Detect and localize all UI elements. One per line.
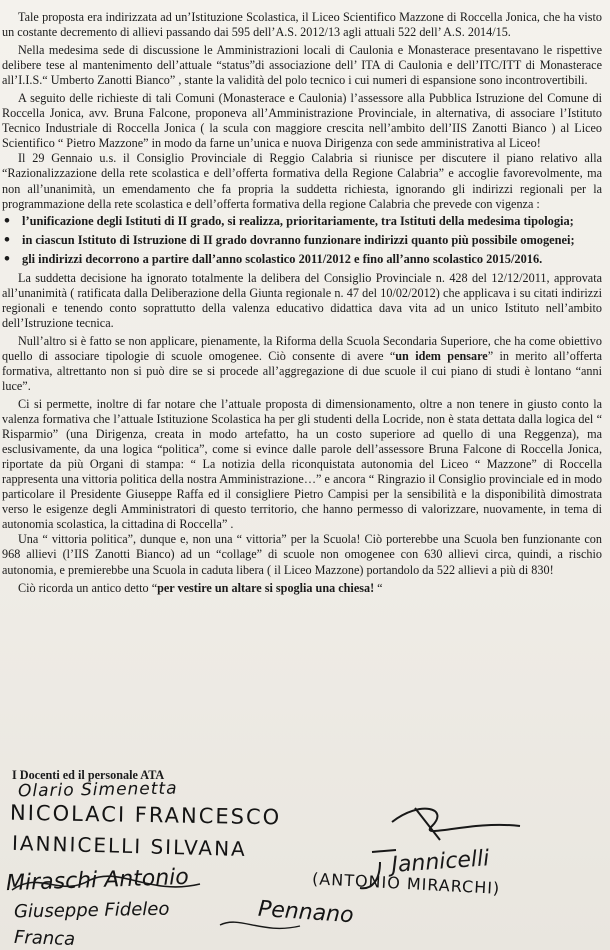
bullet-item: • gli indirizzi decorrono a partire dall’anno scolastico 2011/2012 e fino all’anno scolastico 2015/2016. (2, 252, 602, 267)
handwritten-signature: (ANTONIO MIRARCHI) (311, 869, 501, 898)
bullet-item: • l’unificazione degli Istituti di II grado, si realizza, prioritariamente, tra Istituti della medesima tipologia; (2, 214, 602, 229)
handwritten-signature: IANNICELLI SILVANA (11, 830, 248, 862)
paragraph-5: La suddetta decisione ha ignorato totalmente la delibera del Consiglio Provinciale n. 428 del 12/12/2011, approvata all’unanimità ( ratificata dalla Deliberazione della Giunta regionale n. 47 del 10/02/2012) che applicava i su citati indirizzi regionali e tenendo conto soprattutto della valenza educativo didattica dava vita ad un unico Istituto nell’ambito dell’Istruzione tecnica. (2, 270, 602, 330)
paragraph-9-text-c: “ (374, 580, 383, 595)
paragraph-7: Ci si permette, inoltre di far notare che l’attuale proposta di dimensionamento, oltre a non tenere in giusto conto la valenza formativa che l’attuale Istituzione Scolastica ha per gli studenti della Locride, non è stata dettata dalla logica del “ Risparmio” (una Dirigenza, creata in modo artefatto, ha un costo superiore ad quello di una Reggenza), ma esclusivamente, da una logica “politica”, come si evince dalle parole dell’assessore Bruna Falcone di Roccella Jonica, riportate da più Organi di stampa: “ La notizia della riconquistata autonomia del Liceo “ Mazzone” di Roccella rappresenta una vittoria politica della nostra Amministrazione…” e ancora “ Ringrazio il Consiglio provinciale ed in modo particolare il Presidente Giuseppe Raffa ed il consigliere Pietro Campisi per la sensibilità e la disponibilità dimostrata verso le esigenze degli Amministratori di questo territorio, che hanno permesso di valorizzare, nuovamente, in tema di autonomia scolastica, la cittadina di Roccella” . (2, 396, 602, 532)
handwritten-signature: Pennano (257, 896, 355, 929)
handwritten-signature: Olario Simenetta (17, 778, 178, 802)
paragraph-9-text-a: Ciò ricorda un antico detto “ (18, 580, 158, 595)
signatures-title: I Docenti ed il personale ATA (12, 768, 165, 782)
paragraph-3: A seguito delle richieste di tali Comuni (Monasterace e Caulonia) l’assessore alla Pubblica Istruzione del Comune di Roccella Jonica, avv. Bruna Falcone, proponeva all’Amministrazione Provinciale, in alternativa, di associare l’Istituto Tecnico Industriale di Roccella Jonica ( la scula con maggiore crescita nell’ambito dell’IIS Zanotti Bianco ) al Liceo Scientifico “ Pietro Mazzone” in modo da farne un’unica e nuova Dirigenza con sede amministrativa al Liceo! (2, 91, 602, 151)
paragraph-4: Il 29 Gennaio u.s. il Consiglio Provinciale di Reggio Calabria si riunisce per discutere il piano relativo alla “Razionalizzazione della rete scolastica e dell’offerta formativa della Regione Calabria” e accoglie favorevolmente, ma non all’unanimità, un emendamento che fa propria la suddetta richiesta, ignorando gli indirizzi regionali per la programmazione della rete scolastica e dell’offerta formativa della regione Calabria che prevede con vigenza : (2, 151, 602, 211)
paragraph-2: Nella medesima sede di discussione le Amministrazioni locali di Caulonia e Monasterace presentavano le rispettive delibere tese al mantenimento dell’attuale “status”di associazione dell’ ITA di Caulonia e dell’ITC/ITT di Monasterace all’I.I.S.“ Umberto Zanotti Bianco” , stante la validità del polo tecnico i cui numeri di espansione sono incontrovertibili. (2, 43, 602, 88)
handwritten-signature: Franca (13, 926, 76, 950)
paragraph-6-text-c: ” in merito all’offerta formativa, altrettanto non si può dire se si procede all’aggregazione di due scuole il cui piano di studi è lontano “anni luce”. (2, 348, 602, 393)
bullet-item: • in ciascun Istituto di Istruzione di II grado dovranno funzionare indirizzi quanto più possibile omogenei; (2, 233, 602, 248)
bullet-list (2, 214, 602, 267)
handwritten-signature: Miraschi Antonio (5, 864, 190, 897)
paragraph-9 (2, 581, 602, 596)
handwritten-signature: Giuseppe Fideleo (13, 898, 170, 923)
paragraph-8: Una “ vittoria politica”, dunque e, non una “ vittoria” per la Scuola! Ciò porterebbe una Scuola ben funzionante con 968 allievi (l’IIS Zanotti Bianco) ad un “collage” di scuole non omogenee con 630 allievi circa, quindi, a rischio autonomia, e premierebbe una Scuola in caduta libera ( il Liceo Mazzone) portandolo da 522 allievi a più di 830! (2, 532, 602, 577)
paragraph-6-text-a: Null’altro si è fatto se non applicare, pienamente, la Riforma della Scuola Secondaria Superiore, che ha come obiettivo quello di associare tipologie di scuole omogenee. Ciò consente di avere “ (2, 333, 602, 363)
paragraph-6 (2, 334, 602, 394)
quote-proverb: per vestire un altare si spoglia una chiesa! (157, 580, 375, 595)
document-body (2, 10, 602, 596)
handwritten-signature: NICOLACI FRANCESCO (9, 800, 282, 830)
paragraph-1: Tale proposta era indirizzata ad un’Istituzione Scolastica, il Liceo Scientifico Mazzone di Roccella Jonica, che ha visto un costante decremento di allievi passando dai 595 dell’A.S. 2012/13 agli attuali 522 dell’ A.S. 2014/15. (2, 10, 602, 40)
quote-idem-pensare: un idem pensare (395, 348, 488, 363)
signature-jannicelli: Jannicelli (390, 846, 491, 878)
